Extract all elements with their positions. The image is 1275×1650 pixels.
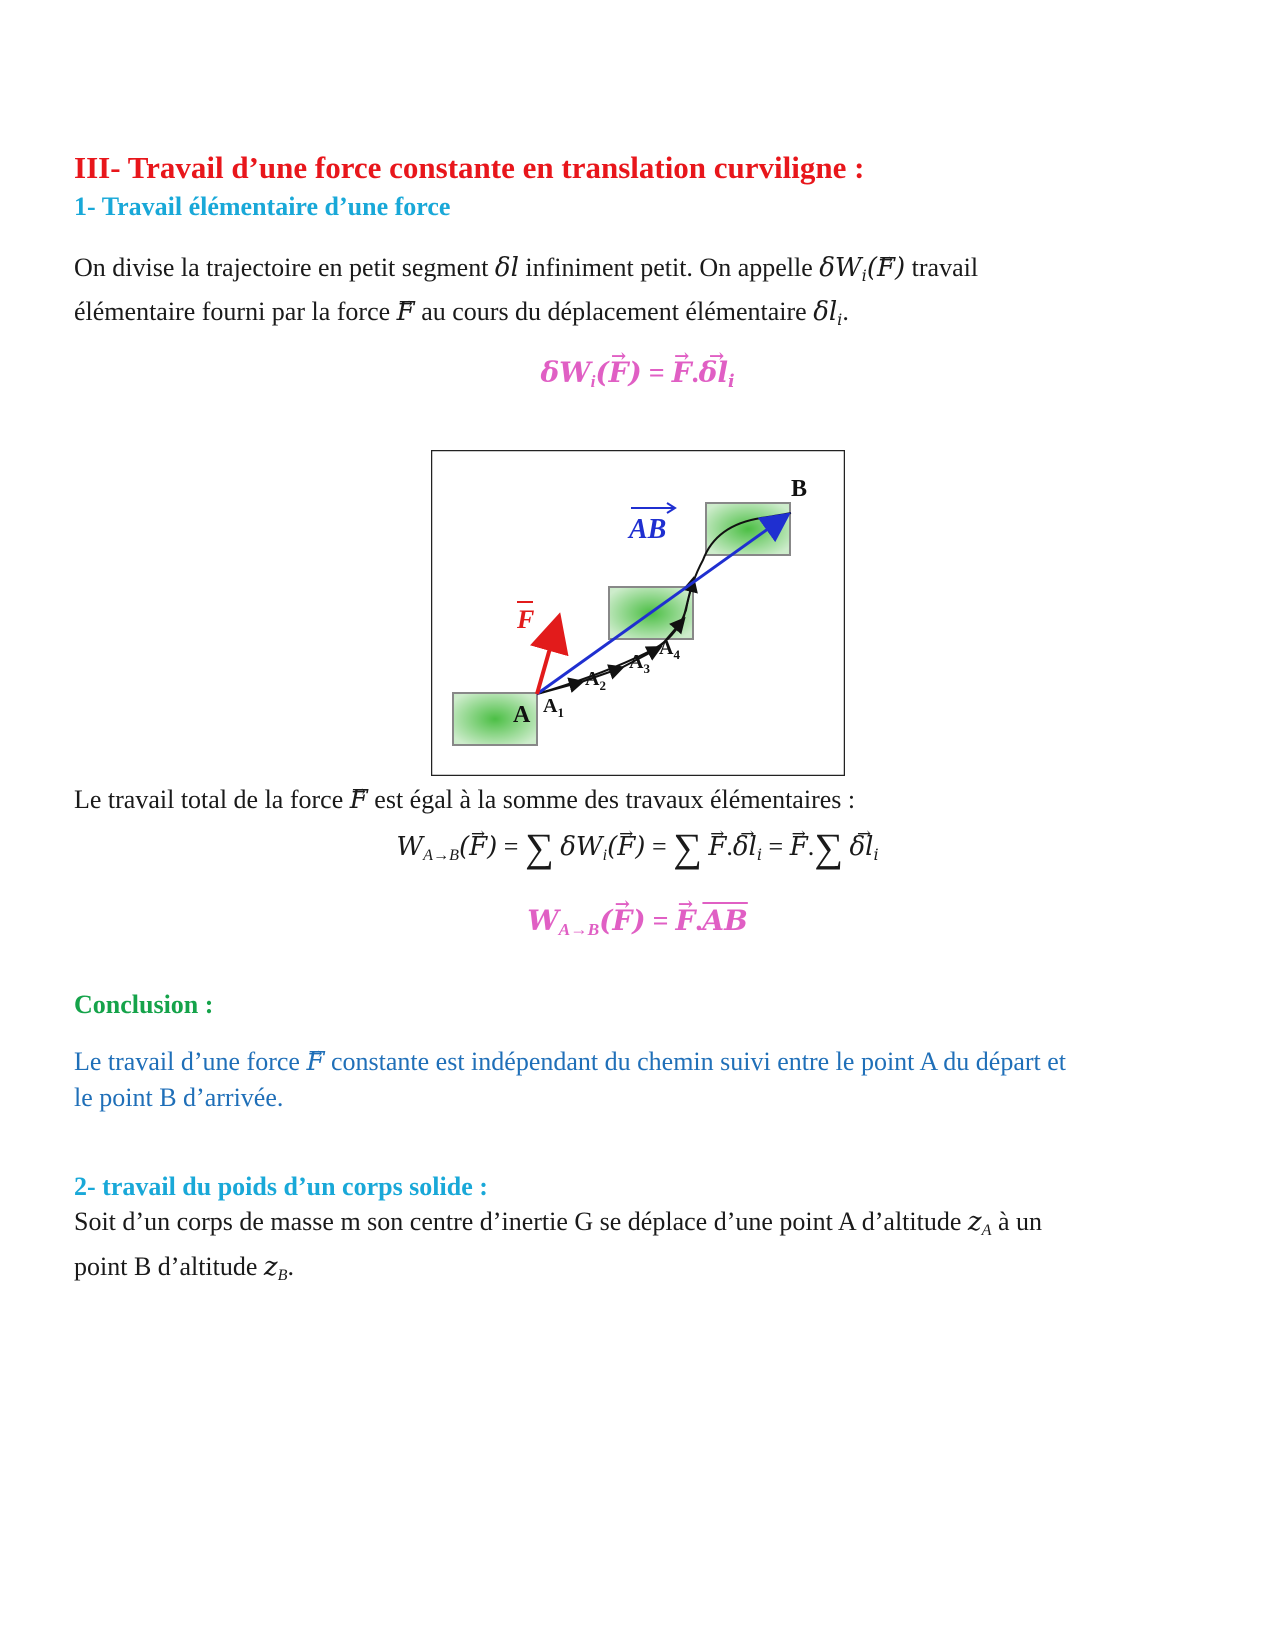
work-path-diagram bbox=[431, 450, 845, 776]
conclusion-paragraph: Le travail d’une force → F constante est indépendant du chemin suivi entre le point A du départ et le point B d’arrivée. bbox=[74, 1044, 1214, 1116]
subsection-heading-1: 1- Travail élémentaire d’une force bbox=[74, 192, 451, 221]
formula-sum-of-works: $W_{A\to B}(\to F)$ = ∑ $\delta W_i(\to F)$ = ∑ → $F.\to \delta l_i$ = → $F.\sum \to \delta l_i$ bbox=[0, 824, 1275, 871]
subsection-heading-2: 2- travail du poids d’un corps solide : bbox=[74, 1172, 488, 1201]
intro-text-3: travail bbox=[905, 253, 979, 282]
label-A3: $A_3$ bbox=[629, 651, 650, 676]
label-B: B bbox=[791, 476, 808, 502]
block-at-B bbox=[706, 503, 790, 555]
label-A4: $A_4$ bbox=[659, 637, 680, 662]
intro-text-4: élémentaire fourni par la force bbox=[74, 296, 397, 326]
label-F: F bbox=[517, 605, 535, 634]
conclusion-heading: Conclusion : bbox=[74, 990, 214, 1019]
weight-work-paragraph: Soit d’un corps de masse m son centre d’inertie G se déplace d’une point A d’altitude $z_A$ à un point B d’altitude $z_B$. bbox=[74, 1207, 1042, 1284]
intro-text-2: infiniment petit. On appelle bbox=[518, 253, 820, 282]
label-A1: $A_1$ bbox=[543, 695, 564, 720]
label-A: A bbox=[513, 702, 531, 728]
label-A2: $A_2$ bbox=[585, 668, 606, 693]
delta-w-i-f: $\delta W_i(\to F)$ bbox=[819, 253, 905, 283]
section-heading-III: III- Travail d’une force constante en translation curviligne : bbox=[74, 150, 865, 185]
delta-l-i-symbol: $\delta l_i$ bbox=[813, 296, 843, 329]
formula-elementary-work: $\delta W_i(\to F)$ = → $F.\to \delta l_i$ bbox=[0, 356, 1275, 392]
label-vector-AB: AB bbox=[629, 514, 667, 545]
delta-w-symbol: δW bbox=[819, 253, 862, 283]
delta-l-symbol: δl bbox=[494, 253, 519, 283]
intro-paragraph: On divise la trajectoire en petit segment δl infiniment petit. On appelle $\delta W_i(\to F)$ travail élémentaire fourni par la force → F au cours du déplacement élémentaire $\delta l_i$. bbox=[74, 250, 1214, 338]
total-work-sentence: Le travail total de la force → F est égal à la somme des travaux élémentaires : bbox=[74, 782, 1214, 818]
formula-total-work: $W_{A\to B}(\to F)$ = → $F.\overline{AB}$ bbox=[0, 904, 1275, 940]
intro-text-5: au cours du déplacement élémentaire bbox=[414, 296, 814, 326]
force-vector-symbol: → F bbox=[397, 294, 415, 330]
intro-text-1: On divise la trajectoire en petit segment bbox=[74, 253, 495, 282]
